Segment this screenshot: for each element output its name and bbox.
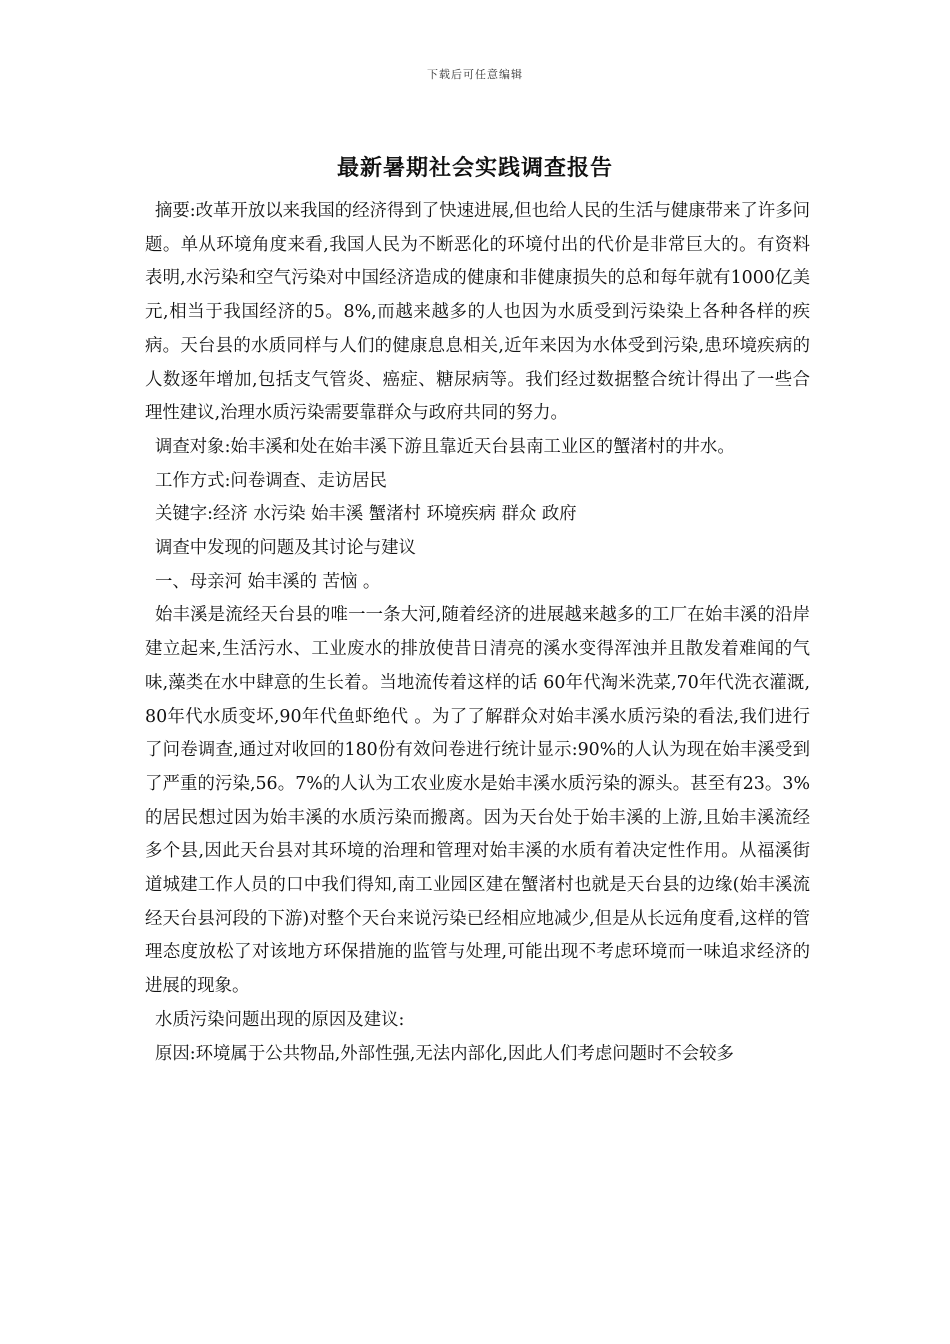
body-paragraph: 始丰溪是流经天台县的唯一一条大河,随着经济的进展越来越多的工厂在始丰溪的沿岸建立起来,生活污水、工业废水的排放使昔日清亮的溪水变得浑浊并且散发着难闻的气味,藻类在水中肆意的生长着。当地流传着这样的话 60年代淘米洗菜,70年代洗衣灌溉,80年代水质变坏,90年代鱼虾绝代 。为了了解群众对始丰溪水质污染的看法,我们进行了问卷调查,通过对收回的180份有效问卷进行统计显示:90%的人认为现在始丰溪受到了严重的污染,56。7%的人认为工农业废水是始丰溪水质污染的源头。甚至有23。3%的居民想过因为始丰溪的水质污染而搬离。因为天台处于始丰溪的上游,且始丰溪流经多个县,因此天台县对其环境的治理和管理对始丰溪的水质有着决定性作用。从福溪街道城建工作人员的口中我们得知,南工业园区建在蟹渚村也就是天台县的边缘(始丰溪流经天台县河段的下游)对整个天台来说污染已经相应地减少,但是从长远角度看,这样的管理态度放松了对该地方环保措施的监管与处理,可能出现不考虑环境而一味追求经济的进展的现象。 — [145, 605, 810, 997]
page-title: 最新暑期社会实践调查报告 — [336, 155, 613, 181]
survey-subject-paragraph: 调查对象:始丰溪和处在始丰溪下游且靠近天台县南工业区的蟹渚村的井水。 — [155, 436, 735, 457]
keywords-paragraph: 关键字:经济 水污染 始丰溪 蟹渚村 环境疾病 群众 政府 — [155, 504, 577, 525]
causes-heading: 水质污染问题出现的原因及建议: — [155, 1009, 405, 1030]
causes-paragraph: 原因:环境属于公共物品,外部性强,无法内部化,因此人们考虑问题时不会较多 — [155, 1043, 734, 1064]
document-body — [145, 195, 810, 1071]
header-note: 下载后可任意编辑 — [427, 68, 523, 81]
section-heading: 调查中发现的问题及其讨论与建议 — [155, 538, 416, 559]
abstract-paragraph: 摘要:改革开放以来我国的经济得到了快速进展,但也给人民的生活与健康带来了许多问题。单从环境角度来看,我国人民为不断恶化的环境付出的代价是非常巨大的。有资料表明,水污染和空气污染对中国经济造成的健康和非健康损失的总和每年就有1000亿美元,相当于我国经济的5。8%,而越来越多的人也因为水质受到污染染上各种各样的疾病。天台县的水质同样与人们的健康息息相关,近年来因为水体受到污染,患环境疾病的人数逐年增加,包括支气管炎、癌症、糖尿病等。我们经过数据整合统计得出了一些合理性建议,治理水质污染需要靠群众与政府共同的努力。 — [145, 201, 810, 424]
work-method-paragraph: 工作方式:问卷调查、走访居民 — [155, 470, 387, 491]
subsection-heading: 一、母亲河 始丰溪的 苦恼 。 — [155, 571, 381, 592]
